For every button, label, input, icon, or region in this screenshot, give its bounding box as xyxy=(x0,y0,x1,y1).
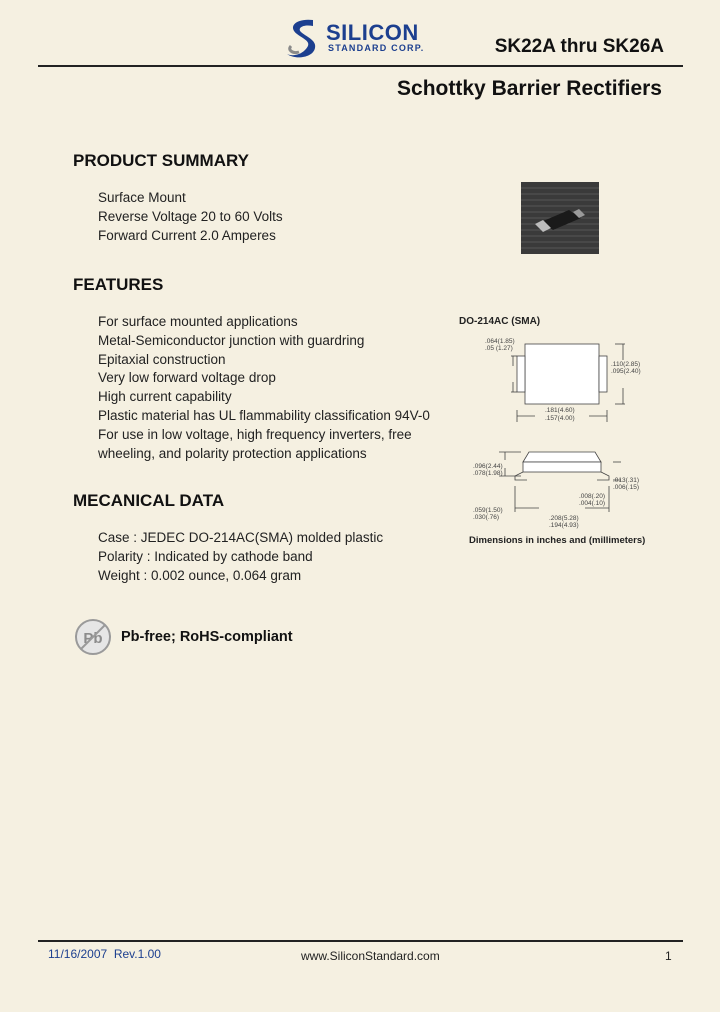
list-item: Plastic material has UL flammability classification 94V-0 xyxy=(98,407,430,423)
footer-website-link[interactable]: www.SiliconStandard.com xyxy=(301,949,440,963)
dim-label: .013(.31) xyxy=(613,477,640,484)
dim-label: .004(.10) xyxy=(579,500,606,507)
dim-label: .030(.76) xyxy=(473,514,500,521)
features-list xyxy=(98,313,430,463)
page-number: 1 xyxy=(665,949,672,963)
dim-label: .05 (1.27) xyxy=(485,345,513,352)
company-logo-name: SILICON xyxy=(326,20,419,45)
package-diagram-title: DO-214AC (SMA) xyxy=(459,316,541,327)
package-diagram-caption: Dimensions in inches and (millimeters) xyxy=(469,535,646,546)
part-number-range: SK22A thru SK26A xyxy=(494,36,664,57)
footer-divider xyxy=(38,940,683,942)
dim-label: .096(2.44) xyxy=(473,463,503,470)
mechanical-data-list xyxy=(98,529,383,585)
list-item: Reverse Voltage 20 to 60 Volts xyxy=(98,208,283,224)
list-item: wheeling, and polarity protection applications xyxy=(98,445,367,461)
list-item: Weight : 0.002 ounce, 0.064 gram xyxy=(98,567,302,583)
dim-label: .110(2.85) xyxy=(611,361,641,368)
product-summary-list xyxy=(98,189,283,245)
list-item: For surface mounted applications xyxy=(98,314,298,329)
dim-label: .194(4.93) xyxy=(549,522,579,529)
features-heading: FEATURES xyxy=(73,275,164,294)
dim-label: .078(1.98) xyxy=(473,470,503,477)
dim-label: .157(4.00) xyxy=(545,415,575,422)
list-item: High current capability xyxy=(98,389,232,405)
dim-label: .208(5.28) xyxy=(549,515,579,522)
list-item: Polarity : Indicated by cathode band xyxy=(98,548,313,564)
document-subtitle: Schottky Barrier Rectifiers xyxy=(397,77,662,100)
dim-label: .095(2.40) xyxy=(611,368,641,375)
list-item: Forward Current 2.0 Amperes xyxy=(98,227,276,243)
dim-label: .181(4.60) xyxy=(545,407,575,414)
pb-badge-label: Pb xyxy=(83,630,103,647)
package-photo xyxy=(521,182,599,254)
list-item: Epitaxial construction xyxy=(98,351,226,367)
rohs-compliance-text: Pb-free; RoHS-compliant xyxy=(121,629,293,645)
pb-free-icon xyxy=(74,618,112,656)
list-item: Metal-Semiconductor junction with guardring xyxy=(98,332,365,348)
product-summary-heading: PRODUCT SUMMARY xyxy=(73,151,249,170)
dim-label: .006(.15) xyxy=(613,484,640,491)
mechanical-data-heading: MECANICAL DATA xyxy=(73,491,225,510)
list-item: For use in low voltage, high frequency inverters, free xyxy=(98,426,412,442)
company-logo-icon xyxy=(283,16,323,60)
dim-label: .008(.20) xyxy=(579,493,606,500)
package-dimension-diagram xyxy=(455,330,645,530)
header-divider xyxy=(38,65,683,67)
list-item: Case : JEDEC DO-214AC(SMA) molded plastic xyxy=(98,530,384,545)
list-item: Surface Mount xyxy=(98,190,186,205)
list-item: Very low forward voltage drop xyxy=(98,370,276,386)
company-logo-subtitle: STANDARD CORP. xyxy=(328,43,425,53)
dim-label: .059(1.50) xyxy=(473,507,503,514)
dim-label: .064(1.85) xyxy=(485,338,515,345)
footer-date-revision: 11/16/2007 Rev.1.00 xyxy=(48,947,161,961)
